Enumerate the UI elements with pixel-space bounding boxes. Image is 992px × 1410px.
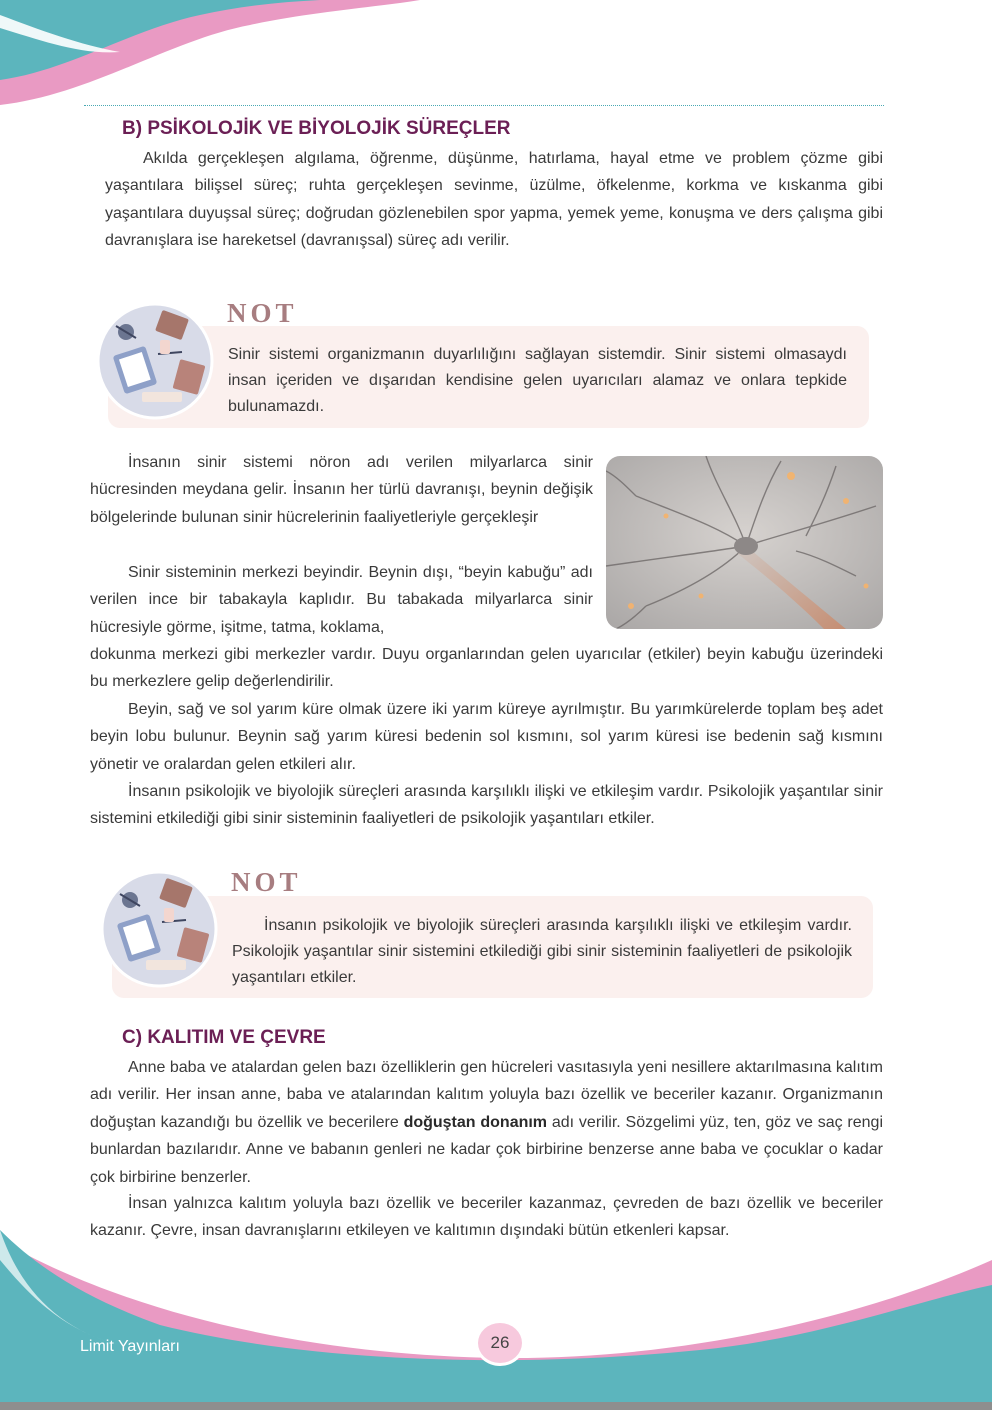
top-wave-decoration — [0, 0, 420, 130]
publisher-name: Limit Yayınları — [80, 1338, 180, 1355]
study-desk-illustration-icon — [100, 870, 218, 988]
note-title-2: NOT — [231, 867, 302, 897]
body-paragraph-2-wrap: Sinir sisteminin merkezi beyindir. Beynin dışı, “beyin kabuğu” adı verilen ince bir tabakayla kaplıdır. Bu tabakada milyarlarca sinir hücresiyle görme, işitme, tatma, koklama, — [90, 564, 593, 636]
page-number: 26 — [475, 1320, 525, 1366]
bottom-gray-bar — [0, 1402, 992, 1410]
note-text-2: İnsanın psikolojik ve biyolojik süreçleri arasında karşılıklı ilişki ve etkileşim vardır. Psikolojik yaşantılar sinir sistemini etkilediği gibi sinir sisteminin faaliyetleri de psikolojik yaşantıları etkiler. — [232, 917, 852, 986]
neuron-illustration — [606, 456, 883, 629]
top-dotted-rule — [84, 105, 884, 106]
note-text-1: Sinir sistemi organizmanın duyarlılığını sağlayan sistemdir. Sinir sistemi olmasaydı insan içeriden ve dışarıdan kendisine gelen uyarıcıları alamaz ve onlara tepkide bulunamazdı. — [228, 346, 847, 415]
section-c-paragraph-2: İnsan yalnızca kalıtım yoluyla bazı özellik ve beceriler kazanmaz, çevreden de bazı özellik ve beceriler kazanır. Çevre, insan davranışlarını etkileyen ve kalıtımın dışındaki bütün etkenleri kapsar. — [90, 1195, 883, 1240]
note-title-1: NOT — [227, 298, 298, 328]
body-paragraph-3: Beyin, sağ ve sol yarım küre olmak üzere iki yarım küreye ayrılmıştır. Bu yarımkürelerde toplam beş adet beyin lobu bulunur. Beynin sağ yarım küresi bedenin sol kısmını, sol yarım küresi ise bedenin sağ kısmını yönetir ve oralardan gelen etkileri alır. — [90, 701, 883, 773]
section-c-paragraph-1 — [90, 1054, 883, 1191]
section-c-p1-text-after: adı verilir. Sözgelimi yüz, ten, göz ve saç rengi bunlardan bazılarıdır. Anne ve babanın genleri ne kadar çok birbirine benzerse anne baba ve çocuklar o kadar çok birbirine benzerler. — [90, 1113, 884, 1186]
study-desk-illustration-icon — [96, 302, 214, 420]
body-paragraph-2-continued: dokunma merkezi gibi merkezler vardır. Duyu organlarından gelen uyarıcılar (etkiler) beyin kabuğu üzerindeki bu merkezlere gelip değerlendirilir. — [90, 646, 883, 691]
section-c-p1-text: Anne baba ve atalardan gelen bazı özelliklerin gen hücreleri vasıtasıyla yeni nesillere aktarılmasına kalıtım adı verilir. Her insan anne, baba ve atalarından kalıtım yoluyla bazı özellik ve beceriler kazanır. Organizmanın doğuştan kazandığı bu özellik ve becerilere — [90, 1059, 883, 1131]
body-paragraph-1: İnsanın sinir sistemi nöron adı verilen milyarlarca sinir hücresinden meydana gelir. İnsanın her türlü davranışı, beynin değişik bölgelerinde bulunan sinir hücrelerinin faaliyetleriyle gerçekleşir — [90, 454, 593, 526]
body-paragraph-4: İnsanın psikolojik ve biyolojik süreçleri arasında karşılıklı ilişki ve etkileşim vardır. Psikolojik yaşantılar sinir sistemini etkilediği gibi sinir sisteminin faaliyetleri de psikolojik yaşantıları etkiler. — [90, 783, 883, 828]
section-c-heading: C) KALITIM VE ÇEVRE — [122, 1027, 326, 1048]
section-c-bold-term: doğuştan donanım — [403, 1113, 548, 1131]
section-b-heading: B) PSİKOLOJİK VE BİYOLOJİK SÜREÇLER — [122, 118, 511, 139]
section-b-paragraph: Akılda gerçekleşen algılama, öğrenme, düşünme, hatırlama, hayal etme ve problem çözme gibi yaşantılara bilişsel süreç; ruhta gerçekleşen sevinme, üzülme, öfkelenme, korkma ve kıskanma gibi yaşantılara duyuşsal süreç; doğrudan gözlenebilen spor yapma, yemek yeme, konuşma ve ders çalışma gibi davranışlara ise hareketsel (davranışsal) süreç adı verilir. — [105, 150, 883, 250]
